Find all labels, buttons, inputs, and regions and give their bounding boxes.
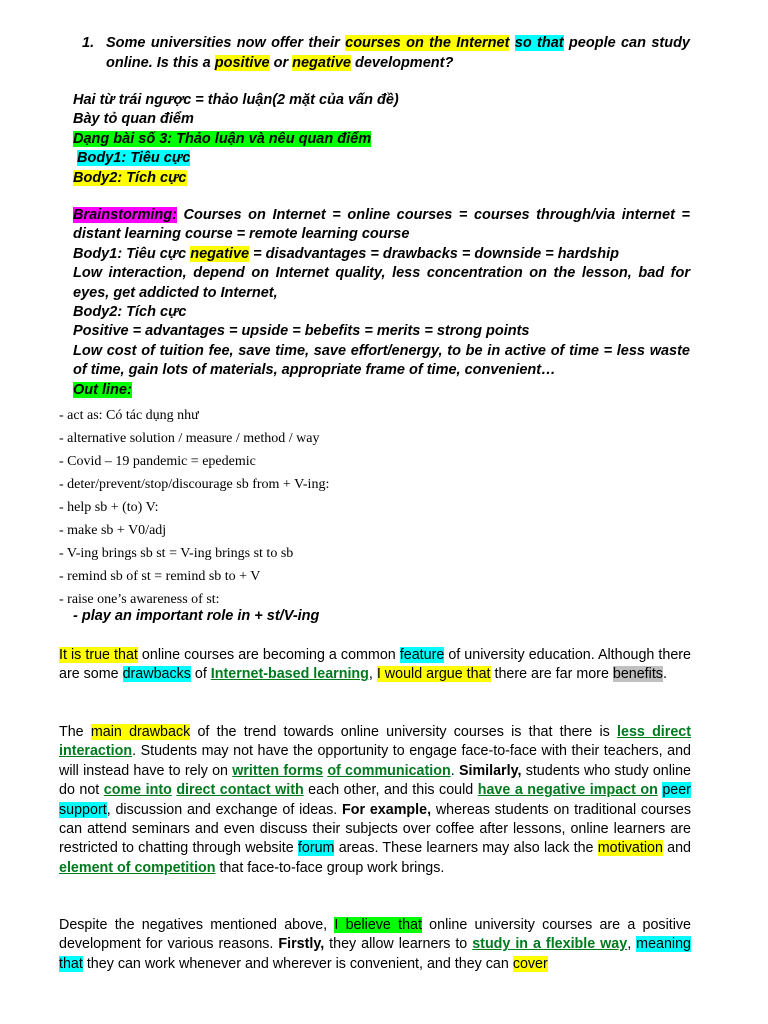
body1-note: Body1: Tiêu cực [77,150,191,167]
highlight-positive: positive [214,55,270,71]
note-line: Hai từ trái ngược = thảo luận(2 mặt của vấn đề) [73,92,399,108]
list-item: - V-ing brings sb st = V-ing brings st to sb [59,546,294,561]
positive-points: Low cost of tuition fee, save time, save effort/energy, to be in active of time = less waste of time, gain lots of materials, appropriate frame of time, convenient… [73,342,690,379]
note-line [73,149,693,168]
body2-heading: Body2: Tích cực [73,304,187,321]
essay-body-1: The main drawback of the trend towards online university courses is that there is less direct interaction. Students may not have the opportunity to engage face-to-face with their teachers, and will instead have to rely on written forms of communication. Similarly, students who study online do not come into direct contact with each other, and this could have a negative impact on peer support, discussion and exchange of ideas. For example, whereas students on traditional courses can attend seminars and even discuss their subjects over coffee after lessons, online learners are restricted to chatting through website forum areas. These learners may also lack the motivation and element of competition that face-to-face group work brings. [59,724,692,876]
brainstorm-label: Brainstorming: [73,207,177,223]
outline-label: Out line: [73,381,132,398]
list-item: - remind sb of st = remind sb to + V [59,569,261,584]
list-item: - alternative solution / measure / method / way [59,431,320,446]
essay-introduction: It is true that online courses are becoming a common feature of university education. Although there are some drawbacks of Internet-based learning, I would argue that there are far more benefits. [59,647,692,683]
essay-question [82,33,690,73]
note-line: Bày tỏ quan điểm [73,111,194,128]
body1-synonyms: Body1: Tiêu cực negative = disadvantages = drawbacks = downside = hardship [73,245,619,262]
question-text: Some universities now offer their courses on the Internet so that people can study online. Is this a positive or negative development? [106,35,690,71]
highlight-courses-on-internet: courses on the Internet [345,35,510,51]
body1-points: Low interaction, depend on Internet quality, less concentration on the lesson, bad for eyes, get addicted to Internet, [73,265,690,301]
vietnamese-notes [73,91,693,188]
list-item: - act as: Có tác dụng như [59,408,199,423]
list-item: - help sb + (to) V: [59,500,159,515]
brainstorm-section [73,206,690,400]
outline-list [59,404,699,611]
note-line [73,130,693,149]
highlight-so-that: so that [514,35,564,51]
positive-synonyms: Positive = advantages = upside = bebefits = merits = strong points [73,323,530,340]
highlight-negative: negative [292,55,351,71]
body2-note: Body2: Tích cực [73,169,187,186]
list-item: - Covid – 19 pandemic = epedemic [59,454,256,469]
list-item: - deter/prevent/stop/discourage sb from + V-ing: [59,477,330,492]
highlight-negative-word: negative [190,245,250,262]
play-role-item: - play an important role in + st/V-ing [73,608,320,624]
outline-heading [73,381,690,400]
note-line [73,169,693,188]
list-item: - raise one’s awareness of st: [59,592,220,607]
list-item: - make sb + V0/adj [59,523,167,538]
essay-type-note: Dạng bài số 3: Thảo luận và nêu quan điểm [73,130,372,147]
essay-body-2: Despite the negatives mentioned above, I believe that online university courses are a positive development for various reasons. Firstly, they allow learners to study in a flexible way, meaning that they can work whenever and wherever is convenient, and they can cover [59,917,691,972]
question-number: 1. [82,35,95,51]
brainstorm-intro: Brainstorming: Courses on Internet = online courses = courses through/via internet = distant learning course = remote learning course [73,207,690,243]
